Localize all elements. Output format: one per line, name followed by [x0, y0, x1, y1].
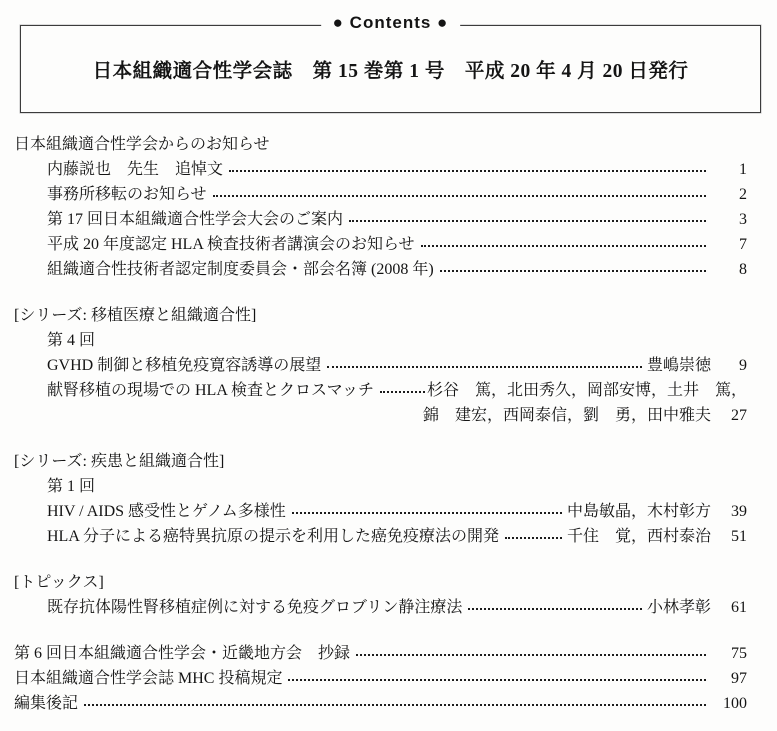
- entry-title: 第 6 回日本組織適合性学会・近畿地方会 抄録: [14, 645, 351, 662]
- toc-entry: [14, 207, 747, 232]
- entry-title: 献腎移植の現場での HLA 検査とクロスマッチ: [47, 382, 375, 399]
- entry-title: 編集後記: [14, 695, 79, 712]
- toc-block: [14, 449, 747, 549]
- dot-leader: [505, 537, 562, 539]
- dot-leader: [468, 608, 642, 610]
- journal-title-box: [20, 13, 761, 113]
- toc-entry: [14, 666, 747, 691]
- dot-leader: [288, 679, 706, 681]
- dot-leader: [356, 654, 706, 656]
- entry-authors: 千住 覚，西村泰治: [566, 528, 711, 545]
- entry-title: HLA 分子による癌特異抗原の提示を利用した癌免疫療法の開発: [47, 528, 500, 545]
- toc-entry: [14, 257, 747, 282]
- entry-title: 事務所移転のお知らせ: [47, 186, 207, 203]
- dot-leader: [380, 391, 425, 393]
- dot-leader: [421, 245, 706, 247]
- entry-page: 27: [731, 407, 747, 424]
- entry-title: 日本組織適合性学会誌 MHC 投稿規定: [14, 670, 283, 687]
- dot-leader: [229, 170, 706, 172]
- section-heading: [シリーズ: 移植医療と組織適合性]: [14, 307, 257, 324]
- contents-label: ● Contents ●: [321, 13, 461, 33]
- toc-block: [14, 303, 747, 428]
- entry-page: 2: [739, 186, 747, 203]
- toc-entry: [14, 353, 747, 378]
- entry-authors: 中島敏晶，木村彰方: [566, 503, 711, 520]
- dot-leader: [84, 704, 706, 706]
- entry-title: GVHD 制御と移植免疫寛容誘導の展望: [47, 357, 322, 374]
- entry-page: 39: [731, 503, 747, 520]
- dot-leader: [327, 366, 642, 368]
- series-number: 第 4 回: [47, 332, 96, 349]
- toc-entry: [14, 232, 747, 257]
- toc-entry: [14, 595, 747, 620]
- toc-entry: [14, 157, 747, 182]
- toc-block: [14, 570, 747, 620]
- entry-authors: 豊嶋崇徳: [646, 357, 711, 374]
- entry-title: 組織適合性技術者認定制度委員会・部会名簿 (2008 年): [47, 261, 434, 278]
- toc-entry: [14, 641, 747, 666]
- toc-entry: [14, 378, 747, 403]
- dot-leader: [213, 195, 706, 197]
- entry-title: 内藤説也 先生 追悼文: [47, 161, 224, 178]
- entry-title: 既存抗体陽性腎移植症例に対する免疫グロブリン静注療法: [47, 599, 463, 616]
- entry-page: 61: [731, 599, 747, 616]
- journal-title: 日本組織適合性学会誌 第 15 巻第 1 号 平成 20 年 4 月 20 日発行: [92, 61, 689, 82]
- entry-title: 第 17 回日本組織適合性学会大会のご案内: [47, 211, 344, 228]
- entry-authors: 杉谷 篤，北田秀久，岡部安博，土井 篤，: [426, 382, 747, 399]
- toc-entry: [14, 182, 747, 207]
- toc-block: [14, 132, 747, 282]
- entry-page: 3: [739, 211, 747, 228]
- continuation-line: [14, 403, 747, 428]
- entry-authors: 錦 建宏，西岡泰信，劉 勇，田中雅夫: [422, 407, 711, 424]
- entry-page: 100: [723, 695, 747, 712]
- section-heading: [シリーズ: 疾患と組織適合性]: [14, 453, 225, 470]
- entry-page: 75: [731, 645, 747, 662]
- toc-entry: [14, 691, 747, 716]
- entry-page: 51: [731, 528, 747, 545]
- entry-page: 7: [739, 236, 747, 253]
- toc-entry: [14, 499, 747, 524]
- entry-page: 8: [739, 261, 747, 278]
- entry-title: HIV / AIDS 感受性とゲノム多様性: [47, 503, 286, 520]
- series-number: 第 1 回: [47, 478, 96, 495]
- toc: [0, 113, 777, 716]
- dot-leader: [440, 270, 706, 272]
- entry-page: 97: [731, 670, 747, 687]
- entry-title: 平成 20 年度認定 HLA 検査技術者講演会のお知らせ: [47, 236, 415, 253]
- section-heading: [トピックス]: [14, 574, 104, 591]
- toc-entry: [14, 524, 747, 549]
- dot-leader: [349, 220, 706, 222]
- entry-page: 9: [739, 357, 747, 374]
- entry-page: 1: [739, 161, 747, 178]
- entry-authors: 小林孝彰: [646, 599, 711, 616]
- section-heading: 日本組織適合性学会からのお知らせ: [14, 136, 270, 153]
- dot-leader: [292, 512, 562, 514]
- toc-block: [14, 641, 747, 716]
